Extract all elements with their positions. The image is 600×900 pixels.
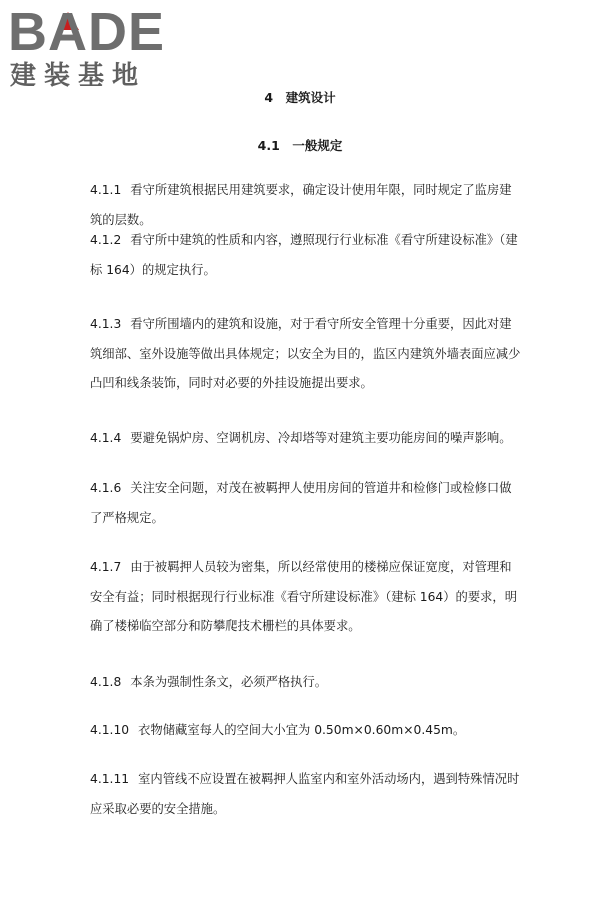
- clause-text: 由于被羁押人员较为密集，所以经常使用的楼梯应保证宽度，对管理和安全有益；同时根据现行行业标准《看守所建设标准》（建标 164）的要求，明确了楼梯临空部分和防攀爬技术栅栏的具体要求。: [90, 560, 518, 633]
- clause-4-1-8: [90, 668, 522, 698]
- clause-4-1-10: [90, 716, 522, 746]
- clause-text: 关注安全问题，对茂在被羁押人使用房间的管道井和检修门或检修口做了严格规定。: [90, 481, 512, 525]
- clause-number: 4.1.4: [90, 431, 122, 445]
- clause-number: 4.1.6: [90, 481, 122, 495]
- clause-text: 本条为强制性条文，必须严格执行。: [130, 675, 328, 689]
- bade-logo: [8, 4, 180, 96]
- clause-4-1-4: [90, 424, 522, 454]
- clause-text: 室内管线不应设置在被羁押人监室内和室外活动场内，遇到特殊情况时应采取必要的安全措施。: [90, 772, 520, 816]
- clause-text: 看守所中建筑的性质和内容，遵照现行行业标准《看守所建设标准》（建标 164）的规定执行。: [90, 233, 518, 277]
- clause-number: 4.1.10: [90, 723, 130, 737]
- chapter-title: 4 建筑设计: [264, 90, 336, 105]
- clause-number: 4.1.8: [90, 675, 122, 689]
- clause-text: 衣物储藏室每人的空间大小宜为 0.50m×0.60m×0.45m。: [138, 723, 466, 737]
- logo-wordmark: BADE: [8, 2, 166, 62]
- clause-4-1-2: [90, 226, 522, 285]
- clause-text: 要避免锅炉房、空调机房、冷却塔等对建筑主要功能房间的噪声影响。: [130, 431, 512, 445]
- clause-4-1-6: [90, 474, 522, 533]
- clause-number: 4.1.7: [90, 560, 122, 574]
- clause-number: 4.1.3: [90, 317, 122, 331]
- section-title: 4.1 一般规定: [257, 138, 343, 153]
- clause-4-1-3: [90, 310, 522, 399]
- clause-number: 4.1.1: [90, 183, 122, 197]
- clause-text: 看守所建筑根据民用建筑要求，确定设计使用年限，同时规定了监房建筑的层数。: [90, 183, 512, 227]
- clause-number: 4.1.2: [90, 233, 122, 247]
- logo-subtitle: 建装基地: [10, 61, 147, 91]
- clause-text: 看守所围墙内的建筑和设施，对于看守所安全管理十分重要，因此对建筑细部、室外设施等做出具体规定；以安全为目的，监区内建筑外墙表面应减少凸凹和线条装饰，同时对必要的外挂设施提出要求。: [90, 317, 521, 390]
- clause-4-1-7: [90, 553, 522, 642]
- clause-number: 4.1.11: [90, 772, 130, 786]
- clause-4-1-11: [90, 765, 522, 824]
